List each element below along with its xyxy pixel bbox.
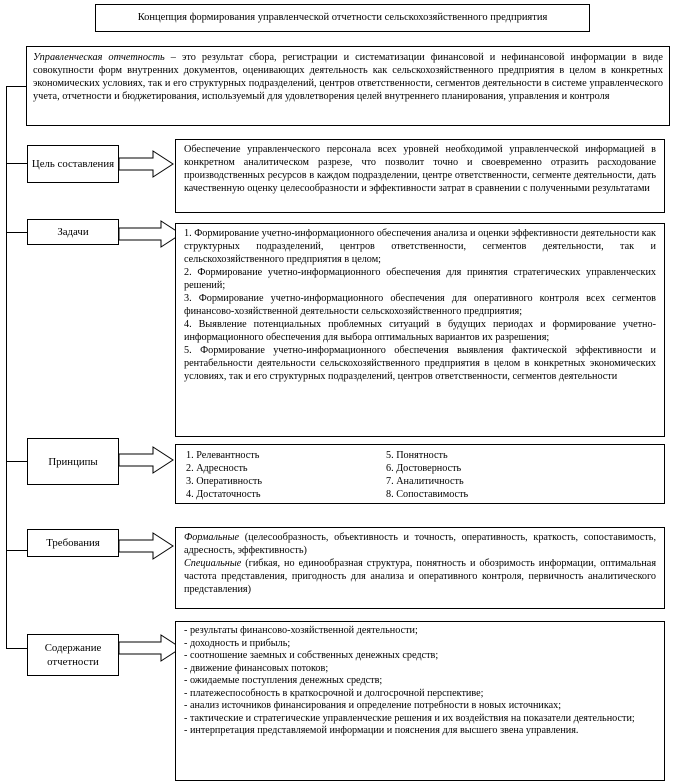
definition-term: Управленческая отчетность bbox=[33, 52, 165, 63]
principles-content bbox=[175, 444, 665, 504]
goal-arrow bbox=[119, 150, 175, 178]
connector-to-requirements bbox=[6, 550, 27, 551]
content-item: - соотношение заемных и собственных денежных средств; bbox=[184, 650, 439, 661]
left-connector-line bbox=[6, 86, 7, 648]
principle-item: 5. Понятность bbox=[386, 450, 448, 461]
principle-item: 1. Релевантность bbox=[186, 450, 260, 461]
diagram-title: Концепция формирования управленческой отчетности сельскохозяйственного предприятия bbox=[95, 4, 590, 32]
content-item: - анализ источников финансирования и определение потребности в новых источниках; bbox=[184, 700, 562, 711]
principle-item: 6. Достоверность bbox=[386, 463, 462, 474]
content-item: - тактические и стратегические управленческие решения и их воздействия на показатели деятельности; bbox=[184, 712, 635, 724]
principle-item: 4. Достаточность bbox=[186, 489, 261, 500]
content-arrow bbox=[119, 634, 183, 662]
formal-term: Формальные bbox=[184, 532, 240, 543]
connector-to-content bbox=[6, 648, 27, 649]
special-term: Специальные bbox=[184, 558, 242, 569]
principle-item: 7. Аналитичность bbox=[386, 476, 464, 487]
principle-item: 8. Сопоставимость bbox=[386, 489, 469, 500]
principles-left-column bbox=[186, 449, 386, 501]
task-item: 2. Формирование учетно-информационного обеспечения для принятия стратегических управленческих решений; bbox=[184, 267, 656, 291]
task-item: 1. Формирование учетно-информационного обеспечения анализа и оценки эффективности деятельности как структурных подразделений, центров ответственности, сегментов деятельности, так и сельскохозяйственного предприятия в целом; bbox=[184, 228, 656, 265]
tasks-arrow bbox=[119, 220, 183, 248]
principles-right-column bbox=[386, 449, 654, 501]
content-item: - результаты финансово-хозяйственной деятельности; bbox=[184, 625, 418, 636]
requirements-arrow bbox=[119, 532, 175, 560]
task-item: 4. Выявление потенциальных проблемных ситуаций в будущих периодах и формирование учетно-информационного обеспечения для выбора оптимальных вариантов их разрешения; bbox=[184, 319, 656, 343]
content-item: - платежеспособность в краткосрочной и долгосрочной перспективе; bbox=[184, 687, 484, 699]
connector-to-principles bbox=[6, 461, 27, 462]
task-item: 3. Формирование учетно-информационного обеспечения для оперативного контроля всех сегментов финансово-хозяйственной деятельности сельскохозяйственного предприятия; bbox=[184, 293, 656, 317]
principle-item: 3. Оперативность bbox=[186, 476, 263, 487]
principles-arrow bbox=[119, 446, 175, 474]
connector-to-goal bbox=[6, 163, 27, 164]
content-label: Содержание отчетности bbox=[27, 634, 119, 676]
report-content-list bbox=[175, 621, 665, 781]
principle-item: 2. Адресность bbox=[186, 463, 248, 474]
principles-label: Принципы bbox=[27, 438, 119, 485]
content-item: - интерпретация представляемой информации и пояснения для высшего звена управления. bbox=[184, 725, 579, 736]
requirements-special bbox=[184, 557, 656, 596]
definition-text: – это результат сбора, регистрации и систематизации финансовой и нефинансовой информации в виде совокупности форм внутренних документов, оценивающих деятельность как сельскохозяйственного предприятия в целом в конкретных экономических условиях, так и его структурных подразделений, центров ответственности, сегментов деятельности в системе управленческого учета, отчетности и бюджетирования, используемый для удовлетворения целей внутреннего планирования, управления и контроля bbox=[33, 52, 663, 102]
tasks-content bbox=[175, 223, 665, 437]
requirements-label: Требования bbox=[27, 529, 119, 557]
task-item: 5. Формирование учетно-информационного обеспечения выявления фактической эффективности и рентабельности деятельности сельскохозяйственного предприятия в целом в конкретных экономических условиях, так и его структурных подразделений, центров ответственности, сегментов деятельности bbox=[184, 345, 656, 382]
content-item: - доходность и прибыль; bbox=[184, 637, 291, 649]
content-item: - ожидаемые поступления денежных средств; bbox=[184, 675, 383, 686]
connector-to-tasks bbox=[6, 232, 27, 233]
requirements-formal bbox=[184, 531, 656, 557]
content-item: - движение финансовых потоков; bbox=[184, 662, 329, 674]
formal-text: (целесообразность, объективность и точность, оперативность, краткость, сопоставимость, адресность, эффективность) bbox=[184, 532, 656, 556]
goal-content: Обеспечение управленческого персонала всех уровней необходимой управленческой информацией в конкретном аналитическом разрезе, что позволит точно и своевременно отразить расходование производственных ресурсов в каждом подразделении, центре ответственности, сегменте деятельности, дать качественную оценку целесообразности и эффективности затрат в сравнении с полученными результатами bbox=[175, 139, 665, 213]
definition-box bbox=[26, 46, 670, 126]
requirements-content bbox=[175, 527, 665, 609]
tasks-label: Задачи bbox=[27, 219, 119, 245]
special-text: (гибкая, но единообразная структура, понятность и обозримость информации, оптимальная частота представления, пригодность для анализа и оперативного контроля, первичность аналитического представления) bbox=[184, 558, 656, 595]
goal-label: Цель составления bbox=[27, 145, 119, 183]
connector-to-definition bbox=[6, 86, 26, 87]
